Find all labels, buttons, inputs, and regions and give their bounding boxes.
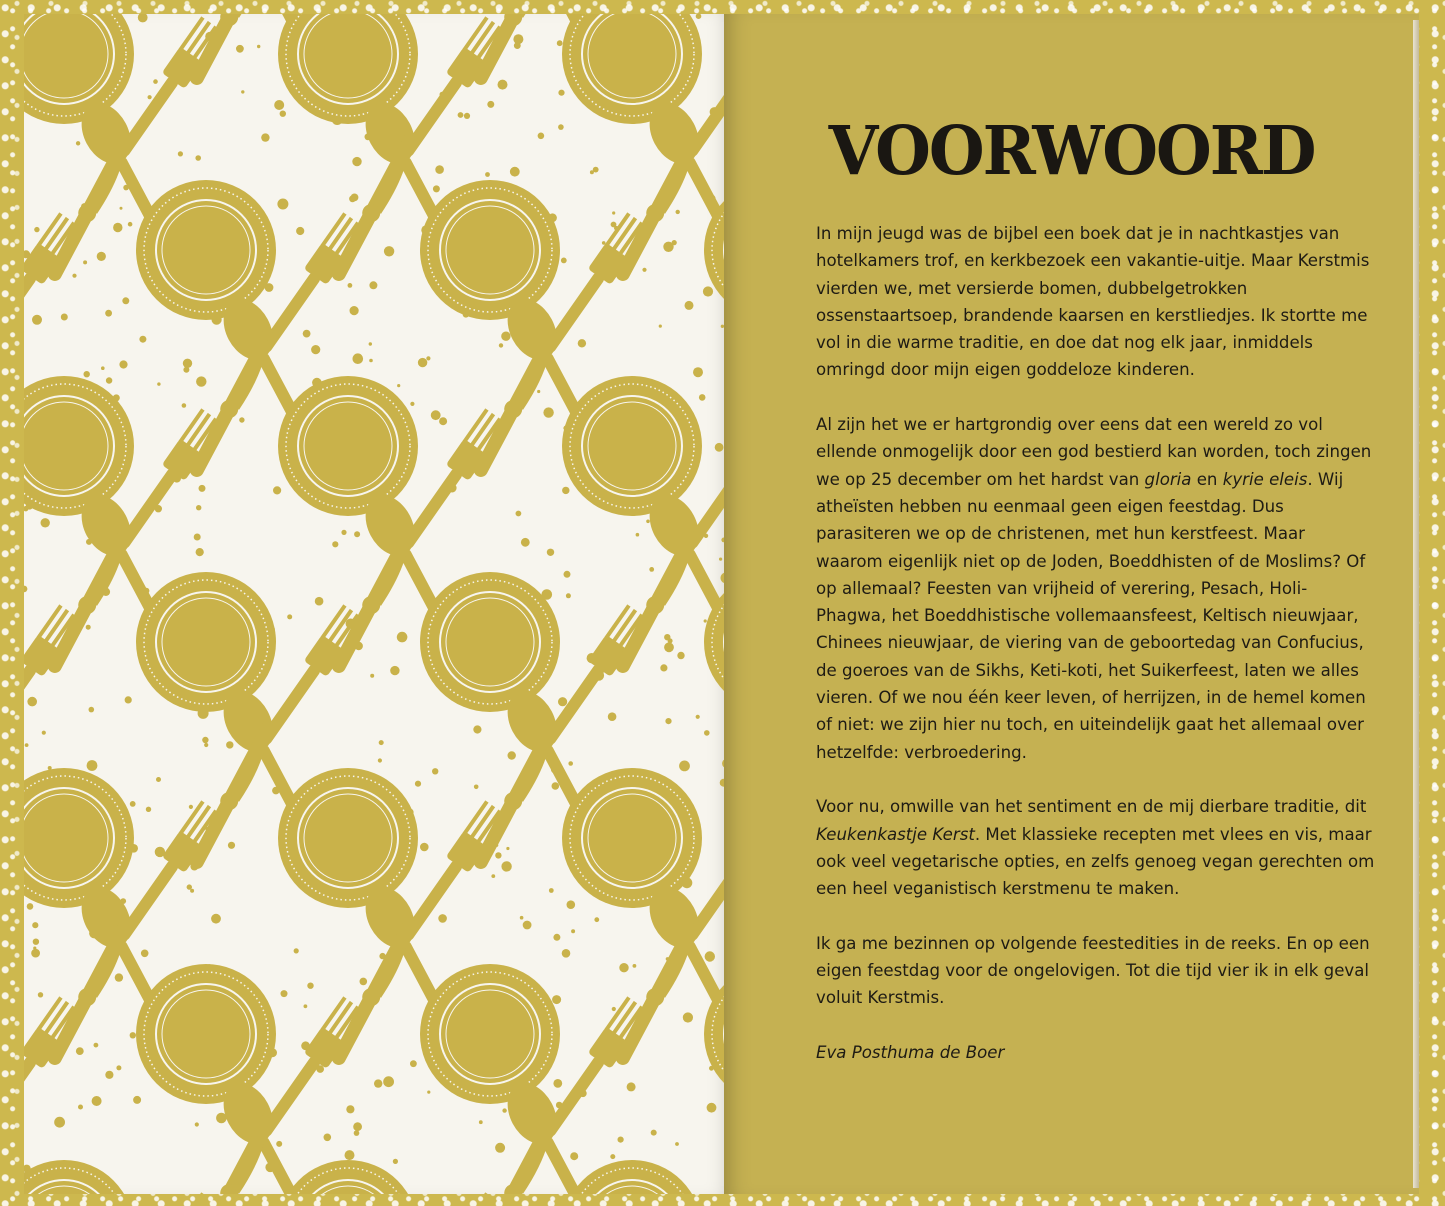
dot-icon xyxy=(521,538,530,547)
foreword-paragraph xyxy=(816,793,1376,902)
dot-icon xyxy=(153,79,158,84)
dot-icon xyxy=(189,805,193,809)
dot-icon xyxy=(178,151,183,156)
dot-icon xyxy=(211,914,221,924)
dot-icon xyxy=(226,741,233,748)
dot-icon xyxy=(520,916,524,920)
author-signature: Eva Posthuma de Boer xyxy=(816,1042,1005,1062)
dot-icon xyxy=(294,948,299,953)
dot-icon xyxy=(241,90,244,93)
dot-icon xyxy=(113,223,122,232)
dot-icon xyxy=(474,785,479,790)
dot-icon xyxy=(537,390,540,393)
dot-icon xyxy=(83,260,87,264)
dot-icon xyxy=(495,852,501,858)
dot-icon xyxy=(594,917,599,922)
italic-text: Keukenkastje Kerst xyxy=(816,824,975,844)
plate-icon xyxy=(278,1160,418,1194)
dot-icon xyxy=(204,743,208,747)
dot-icon xyxy=(41,518,50,527)
dot-icon xyxy=(561,258,567,264)
dot-icon xyxy=(665,718,671,724)
dot-icon xyxy=(567,900,576,909)
dot-icon xyxy=(156,777,161,782)
plate-icon xyxy=(24,768,134,908)
dot-icon xyxy=(390,666,399,675)
dot-icon xyxy=(138,14,148,22)
dot-icon xyxy=(627,1082,636,1091)
dot-icon xyxy=(353,353,364,364)
dot-icon xyxy=(553,1079,562,1088)
dot-icon xyxy=(433,185,440,192)
dot-icon xyxy=(547,549,554,556)
dot-icon xyxy=(133,1096,141,1104)
dot-icon xyxy=(568,761,573,766)
dot-icon xyxy=(553,934,560,941)
dot-icon xyxy=(715,443,724,452)
dot-icon xyxy=(516,511,522,517)
dot-icon xyxy=(76,141,80,145)
dot-icon xyxy=(523,921,532,930)
dot-icon xyxy=(196,548,204,556)
dot-icon xyxy=(660,664,667,671)
dot-icon xyxy=(562,487,569,494)
dot-icon xyxy=(659,325,662,328)
dot-icon xyxy=(397,632,408,643)
plate-icon xyxy=(562,768,702,908)
dot-icon xyxy=(196,376,206,386)
plate-icon xyxy=(562,14,702,124)
dot-icon xyxy=(696,14,702,19)
dot-icon xyxy=(506,847,509,850)
dot-icon xyxy=(543,407,553,417)
dot-icon xyxy=(508,751,516,759)
paragraph-text: . Met klassieke recepten met vlees en vis, maar ook veel vegetarische opties, en zelfs genoeg vegan gerechten om een heel veganistisch kerstmenu te maken. xyxy=(816,824,1375,899)
plate-icon xyxy=(278,376,418,516)
dot-icon xyxy=(485,172,490,177)
dot-icon xyxy=(120,207,123,210)
dot-icon xyxy=(183,367,189,373)
dot-icon xyxy=(664,642,674,652)
plate-icon xyxy=(136,180,276,320)
dot-icon xyxy=(315,597,324,606)
dot-icon xyxy=(130,801,136,807)
page-edge xyxy=(1413,20,1419,1188)
dot-icon xyxy=(353,1122,362,1131)
dot-icon xyxy=(195,1122,199,1126)
dot-icon xyxy=(122,297,129,304)
dot-icon xyxy=(182,403,187,408)
dot-icon xyxy=(552,995,561,1004)
dot-icon xyxy=(426,356,430,360)
dot-icon xyxy=(679,761,690,772)
dot-icon xyxy=(274,100,284,110)
dot-icon xyxy=(32,922,38,928)
dot-icon xyxy=(636,533,640,537)
right-page-foreword xyxy=(724,14,1419,1194)
dot-icon xyxy=(473,725,481,733)
dot-icon xyxy=(558,697,567,706)
dot-icon xyxy=(704,730,710,736)
dot-icon xyxy=(707,1103,717,1113)
dot-icon xyxy=(499,343,503,347)
dot-icon xyxy=(146,807,151,812)
dot-icon xyxy=(612,1007,616,1011)
dot-icon xyxy=(685,301,694,310)
dot-icon xyxy=(593,167,599,173)
dot-icon xyxy=(608,712,617,721)
dot-icon xyxy=(304,1004,308,1008)
paragraph-text: In mijn jeugd was de bijbel een boek dat je in nachtkastjes van hotelkamers trof, en kerkbezoek een vakantie-uitje. Maar Kerstmis vierden we, met versierde bomen, dubbelgetrokken ossenstaartsoep, brandende kaarsen en kerstliedjes. Ik stortte me vol in die warme traditie, en doe dat nog elk jaar, inmiddels omringd door mijn eigen goddeloze kinderen. xyxy=(816,224,1370,380)
dot-icon xyxy=(374,1079,382,1087)
dot-icon xyxy=(94,1043,99,1048)
paragraph-text: en xyxy=(1191,469,1223,489)
dot-icon xyxy=(571,929,575,933)
plate-icon xyxy=(420,964,560,1104)
dot-icon xyxy=(384,246,394,256)
plate-icon xyxy=(278,768,418,908)
dot-icon xyxy=(287,614,292,619)
dot-icon xyxy=(202,737,208,743)
dot-icon xyxy=(352,157,361,166)
dot-icon xyxy=(183,359,192,368)
dot-icon xyxy=(538,133,545,140)
dot-icon xyxy=(558,124,564,130)
italic-text: gloria xyxy=(1144,469,1192,489)
dot-icon xyxy=(187,884,192,889)
dot-icon xyxy=(646,520,650,524)
plate-icon xyxy=(24,1160,134,1194)
left-page-pattern xyxy=(24,14,734,1194)
plate-icon xyxy=(562,376,702,516)
plate-icon xyxy=(24,14,134,124)
dot-icon xyxy=(501,332,510,341)
foreword-paragraph xyxy=(816,411,1376,766)
dot-icon xyxy=(642,268,646,272)
dot-icon xyxy=(116,1065,121,1070)
dot-icon xyxy=(410,402,414,406)
dot-icon xyxy=(495,1143,505,1153)
plate-icon xyxy=(562,1160,702,1194)
dot-icon xyxy=(105,1071,113,1079)
dot-icon xyxy=(199,485,206,492)
dot-icon xyxy=(345,1150,355,1160)
dot-icon xyxy=(31,949,40,958)
paragraph-text: Ik ga me bezinnen op volgende feestedities in de reeks. En op een eigen feestdag voor de ongelovigen. Tot die tijd vier ik in elk geval voluit Kerstmis. xyxy=(816,933,1370,1008)
dot-icon xyxy=(341,530,346,535)
dot-icon xyxy=(280,111,286,117)
dot-icon xyxy=(273,486,281,494)
dot-icon xyxy=(693,367,703,377)
dot-icon xyxy=(704,619,707,622)
dot-icon xyxy=(303,330,311,338)
dot-icon xyxy=(32,315,42,325)
dot-icon xyxy=(578,339,586,347)
dot-icon xyxy=(696,715,700,719)
dot-icon xyxy=(676,210,680,214)
dot-icon xyxy=(141,950,149,958)
dot-icon xyxy=(369,342,372,345)
dot-icon xyxy=(38,992,43,997)
dot-icon xyxy=(311,345,320,354)
dot-icon xyxy=(92,1096,102,1106)
dot-icon xyxy=(370,674,374,678)
dot-icon xyxy=(514,42,521,49)
dot-icon xyxy=(105,310,112,317)
plate-icon xyxy=(136,964,276,1104)
dot-icon xyxy=(277,199,288,210)
dot-icon xyxy=(549,888,554,893)
dot-icon xyxy=(558,90,564,96)
dot-icon xyxy=(432,768,438,774)
dot-icon xyxy=(84,371,90,377)
dot-icon xyxy=(228,842,235,849)
italic-text: kyrie eleis xyxy=(1222,469,1308,489)
dot-icon xyxy=(439,417,447,425)
dot-icon xyxy=(562,949,571,958)
paragraph-text: Al zijn het we er hartgrondig over eens dat een wereld zo vol ellende onmogelijk door een god bestierd kan worden, toch zingen we op 25 december om het hardst van xyxy=(816,415,1372,489)
dot-icon xyxy=(418,358,427,367)
foreword-body xyxy=(816,220,1376,1094)
dot-icon xyxy=(610,1154,615,1159)
dot-icon xyxy=(672,240,677,245)
paragraph-text: Voor nu, omwille van het sentiment en de mij dierbare traditie, dit xyxy=(816,797,1367,817)
dot-icon xyxy=(42,731,46,735)
dot-icon xyxy=(649,567,654,572)
dot-icon xyxy=(125,696,132,703)
dot-icon xyxy=(196,505,201,510)
dot-icon xyxy=(570,1152,578,1160)
dot-icon xyxy=(281,990,288,997)
dot-icon xyxy=(369,281,377,289)
dot-icon xyxy=(431,410,441,420)
dot-icon xyxy=(619,963,628,972)
dot-icon xyxy=(106,377,112,383)
dot-icon xyxy=(101,366,105,370)
dot-icon xyxy=(86,625,91,630)
dot-icon xyxy=(296,227,304,235)
dot-icon xyxy=(332,541,338,547)
dot-icon xyxy=(89,707,95,713)
dot-icon xyxy=(510,167,520,177)
dot-icon xyxy=(61,314,68,321)
dot-icon xyxy=(76,1047,84,1055)
dot-icon xyxy=(119,360,127,368)
dot-icon xyxy=(564,571,571,578)
dot-icon xyxy=(705,951,715,961)
dot-icon xyxy=(491,874,495,878)
paragraph-text: . Wij atheïsten hebben nu eenmaal geen eigen feestdag. Dus parasiteren we op de christenen, met hun kerstfeest. Maar waarom eigenlijk niet op de Joden, Boeddhisten of de Moslims? Of op allemaal? Feesten van vrijheid of verering, Pesach, Holi-Phagwa, het Boeddhistische vollemaansfeest, Keltisch nieuwjaar, Chinees nieuwjaar, de viering van de geboortedag van Confucius, de goeroes van de Sikhs, Keti-koti, het Suikerfeest, laten we alles vieren. Of we nou één keer leven, of herrijzen, in de hemel komen of niet: we zijn hier nu toch, en uiteindelijk gaat het allemaal over hetzelfde: verbroedering. xyxy=(816,469,1366,762)
dot-icon xyxy=(236,45,244,53)
dot-icon xyxy=(148,95,152,99)
plate-icon xyxy=(278,14,418,124)
plate-icon xyxy=(420,572,560,712)
page-title: VOORWOORD xyxy=(828,112,1315,191)
dot-icon xyxy=(369,359,373,363)
dot-icon xyxy=(397,384,400,387)
dot-icon xyxy=(25,743,29,747)
dot-icon xyxy=(683,1012,693,1022)
dot-icon xyxy=(420,843,429,852)
tableware-pattern xyxy=(24,14,734,1194)
dot-icon xyxy=(501,861,511,871)
dot-icon xyxy=(97,252,106,261)
dot-icon xyxy=(354,1130,360,1136)
dot-icon xyxy=(487,101,494,108)
dot-icon xyxy=(415,781,421,787)
dot-icon xyxy=(351,194,359,202)
book-spread xyxy=(14,14,1429,1194)
dot-icon xyxy=(435,165,444,174)
dot-icon xyxy=(157,382,160,385)
dot-icon xyxy=(675,1142,679,1146)
dot-icon xyxy=(24,586,27,593)
dot-icon xyxy=(54,1117,65,1128)
dot-icon xyxy=(378,758,382,762)
foreword-paragraph xyxy=(816,220,1376,384)
dot-icon xyxy=(719,558,722,561)
dot-icon xyxy=(502,1108,506,1112)
dot-icon xyxy=(276,1141,282,1147)
dot-icon xyxy=(602,241,606,245)
dot-icon xyxy=(257,45,260,48)
dot-icon xyxy=(677,652,684,659)
dot-icon xyxy=(324,1134,332,1142)
foreword-paragraph xyxy=(816,930,1376,1012)
dot-icon xyxy=(458,112,464,118)
dot-icon xyxy=(78,1105,83,1110)
dot-icon xyxy=(34,227,39,232)
dot-icon xyxy=(410,1060,417,1067)
dot-icon xyxy=(195,155,201,161)
dot-icon xyxy=(498,80,508,90)
dot-icon xyxy=(566,593,571,598)
dot-icon xyxy=(128,222,133,227)
dot-icon xyxy=(72,274,76,278)
plate-icon xyxy=(420,180,560,320)
dot-icon xyxy=(612,211,615,214)
dot-icon xyxy=(139,336,146,343)
dot-icon xyxy=(307,983,313,989)
dot-icon xyxy=(552,782,560,790)
dot-icon xyxy=(33,939,39,945)
dot-icon xyxy=(27,903,34,910)
dot-icon xyxy=(438,914,447,923)
dot-icon xyxy=(379,740,384,745)
dot-icon xyxy=(350,306,359,315)
dot-icon xyxy=(464,113,470,119)
dot-icon xyxy=(239,417,244,422)
dot-icon xyxy=(427,1091,430,1094)
dot-icon xyxy=(346,1105,354,1113)
dot-icon xyxy=(479,1120,483,1124)
dot-icon xyxy=(703,286,713,296)
dot-icon xyxy=(383,1076,394,1087)
dot-icon xyxy=(360,978,368,986)
fork-icon xyxy=(394,1192,509,1194)
dot-icon xyxy=(557,40,563,46)
dot-icon xyxy=(618,1137,624,1143)
dot-icon xyxy=(87,760,98,771)
dot-icon xyxy=(348,283,353,288)
dot-icon xyxy=(115,973,123,981)
dot-icon xyxy=(651,1130,657,1136)
dot-icon xyxy=(130,1032,136,1038)
plate-icon xyxy=(136,572,276,712)
dot-icon xyxy=(194,534,201,541)
dot-icon xyxy=(699,394,706,401)
dot-icon xyxy=(633,964,637,968)
dot-icon xyxy=(27,697,37,707)
dot-icon xyxy=(354,531,360,537)
fork-icon xyxy=(110,1192,225,1194)
dot-icon xyxy=(393,1159,398,1164)
dot-icon xyxy=(261,133,269,141)
